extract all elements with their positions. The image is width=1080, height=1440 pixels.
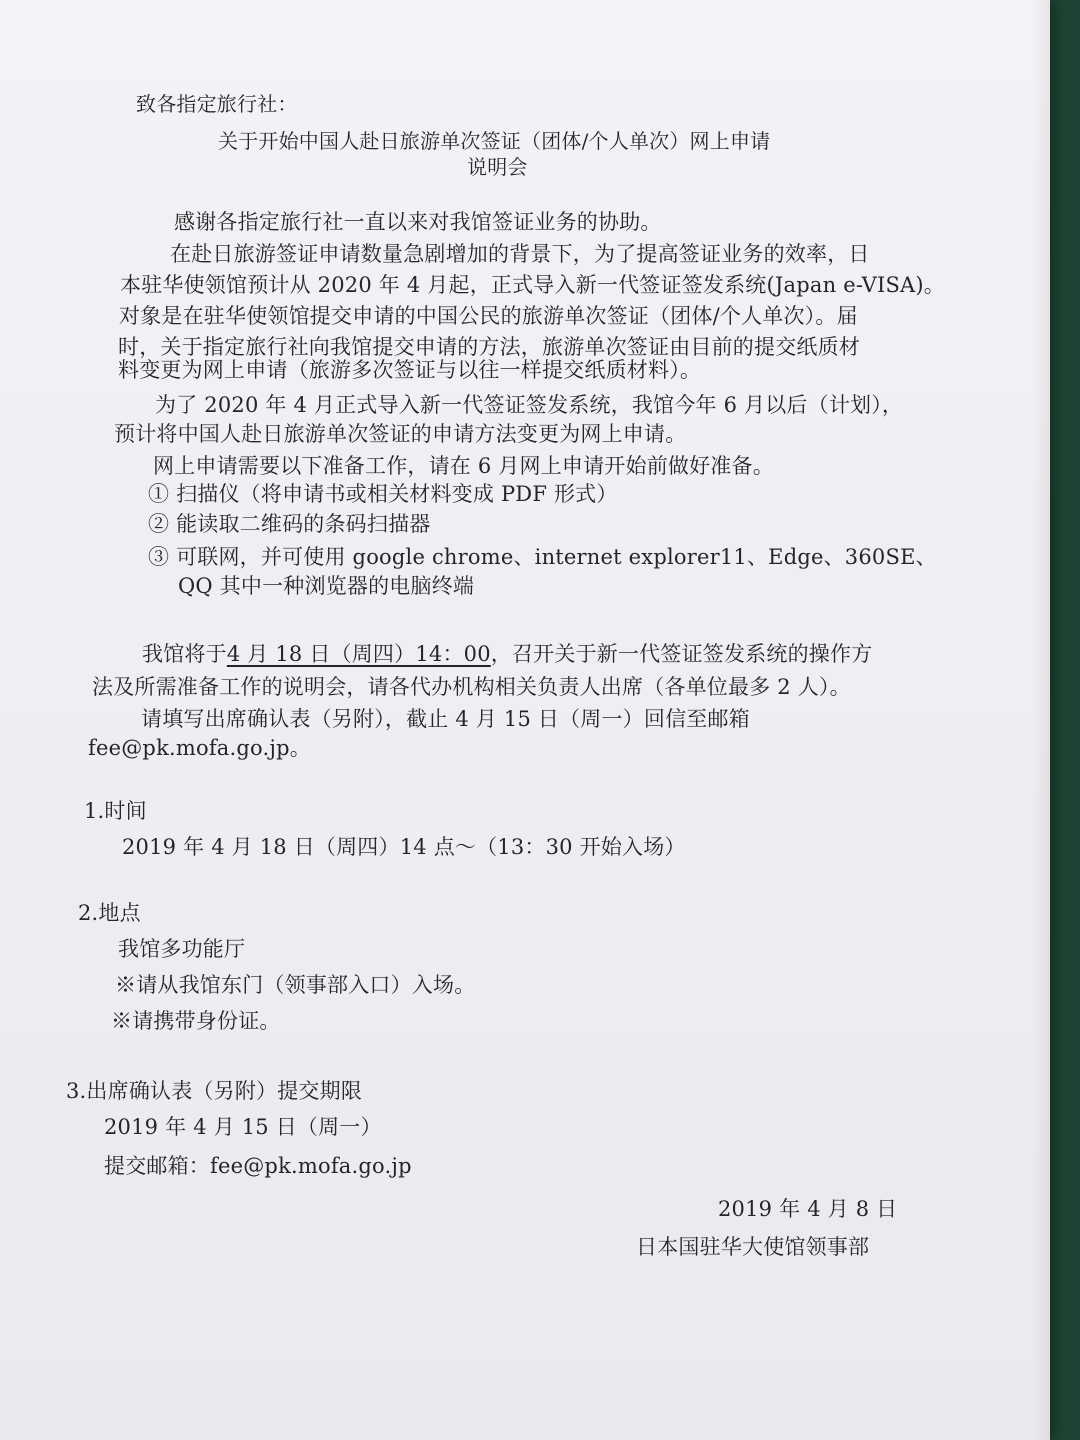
meeting-email: fee@pk.mofa.go.jp。 (88, 736, 311, 760)
footer-issuer: 日本国驻华大使馆领事部 (636, 1235, 870, 1259)
page-edge-shadow (1032, 0, 1050, 1440)
meeting-suffix: ，召开关于新一代签证签发系统的操作方 (490, 642, 873, 666)
footer-date: 2019 年 4 月 8 日 (718, 1197, 898, 1221)
meeting-datetime: 4 月 18 日（周四）14：00 (226, 642, 491, 666)
section-deadline-heading: 3.出席确认表（另附）提交期限 (66, 1079, 363, 1103)
paragraph-background-line: 时，关于指定旅行社向我馆提交申请的方法，旅游单次签证由目前的提交纸质材 (118, 335, 860, 359)
list-item-browser-requirement-cont: QQ 其中一种浏览器的电脑终端 (178, 574, 475, 598)
paragraph-thanks: 感谢各指定旅行社一直以来对我馆签证业务的协助。 (174, 210, 662, 234)
paragraph-background-line: 在赴日旅游签证申请数量急剧增加的背景下，为了提高签证业务的效率，日 (170, 242, 870, 266)
document-subtitle: 说明会 (467, 155, 528, 179)
paragraph-background-line: 对象是在驻华使领馆提交申请的中国公民的旅游单次签证（团体/个人单次）。届 (119, 304, 858, 328)
section-deadline-date: 2019 年 4 月 15 日（周一） (104, 1115, 382, 1139)
paragraph-plan-line: 预计将中国人赴日旅游单次签证的申请方法变更为网上申请。 (114, 422, 687, 446)
section-time-heading: 1.时间 (84, 799, 147, 823)
paragraph-background-line: 本驻华使领馆预计从 2020 年 4 月起，正式导入新一代签证签发系统(Japan e-VISA)。 (120, 273, 945, 297)
meeting-announcement-line: 请填写出席确认表（另附），截止 4 月 15 日（周一）回信至邮箱 (141, 707, 750, 731)
section-deadline-email: 提交邮箱：fee@pk.mofa.go.jp (104, 1154, 412, 1178)
section-location-line: ※请从我馆东门（领事部入口）入场。 (115, 973, 476, 997)
list-item-browser-requirement: ③ 可联网，并可使用 google chrome、internet explorer11、Edge、360SE、 (148, 545, 937, 569)
list-item-barcode-reader: ② 能读取二维码的条码扫描器 (148, 512, 431, 536)
meeting-announcement-line: 法及所需准备工作的说明会，请各代办机构相关负责人出席（各单位最多 2 人）。 (92, 675, 851, 699)
section-location-line: 我馆多功能厅 (118, 937, 246, 961)
meeting-prefix: 我馆将于 (142, 642, 227, 666)
paragraph-preparation: 网上申请需要以下准备工作，请在 6 月网上申请开始前做好准备。 (153, 454, 774, 478)
section-time-content: 2019 年 4 月 18 日（周四）14 点～（13：30 开始入场） (122, 835, 686, 859)
meeting-announcement-line (142, 640, 872, 668)
paragraph-background-line: 料变更为网上申请（旅游多次签证与以往一样提交纸质材料）。 (118, 358, 702, 382)
section-location-heading: 2.地点 (78, 901, 141, 925)
section-location-line: ※请携带身份证。 (111, 1009, 281, 1033)
paragraph-plan-line: 为了 2020 年 4 月正式导入新一代签证签发系统，我馆今年 6 月以后（计划）， (155, 393, 904, 417)
document-title: 关于开始中国人赴日旅游单次签证（团体/个人单次）网上申请 (218, 129, 771, 153)
list-item-scanner: ① 扫描仪（将申请书或相关材料变成 PDF 形式） (148, 482, 618, 506)
salutation: 致各指定旅行社： (136, 92, 298, 116)
